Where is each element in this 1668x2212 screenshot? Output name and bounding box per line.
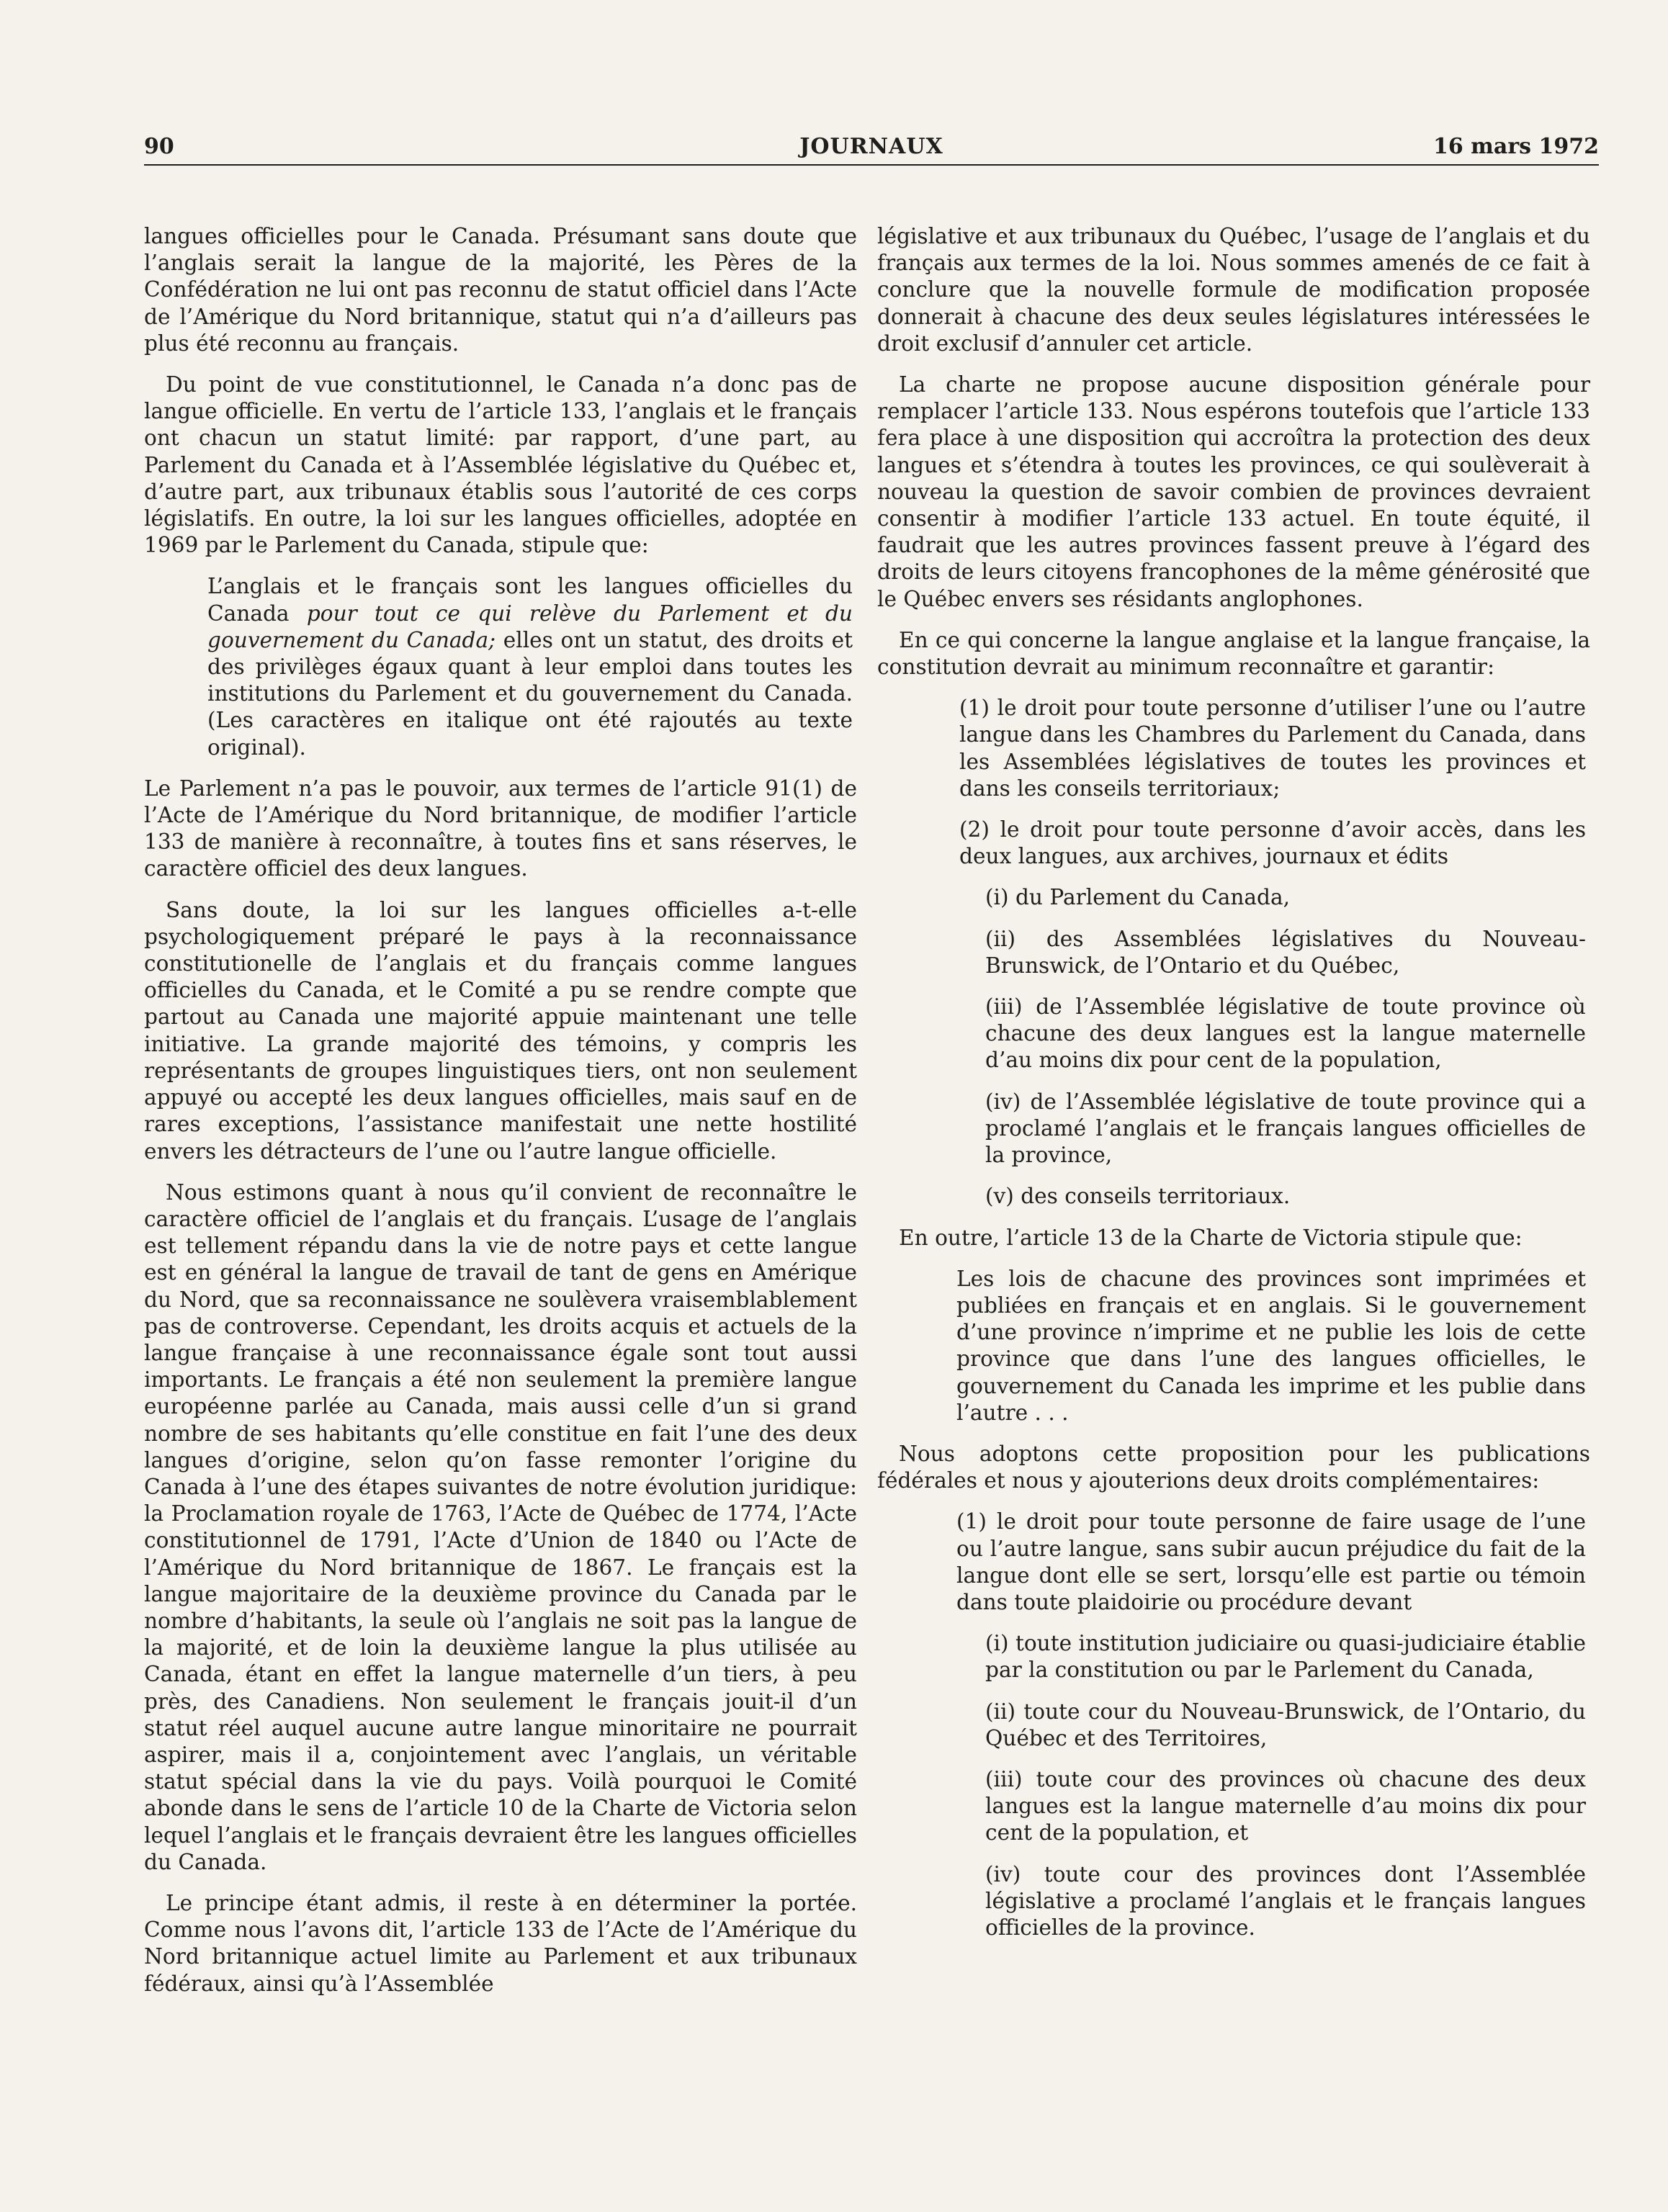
page-date: 16 mars 1972 — [1432, 134, 1599, 159]
paragraph: langues officielles pour le Canada. Présumant sans doute que l’anglais serait la langue de la majorité, les Pères de la Confédération ne lui ont pas reconnu de statut officiel dans l’Acte de l’Amérique du Nord britannique, statut qui n’a d’ailleurs pas plus été reconnu au français. — [144, 224, 857, 356]
quote-text: L’anglais et le français sont les langues officielles du Canada — [207, 574, 853, 626]
block-quote: Les lois de chacune des provinces sont imprimées et publiées en français et en anglais. Si le gouvernement d’une province n’imprime et ne publie les lois de cette province que dans l’une des langues officielles, le gouvernement du Canada les imprime et les publie dans l’autre . . . — [956, 1266, 1586, 1425]
sub-list-item: (ii) des Assemblées législatives du Nouveau-Brunswick, de l’Ontario et du Québec, — [985, 926, 1586, 978]
sub-list-item: (iv) toute cour des provinces dont l’Assemblée législative a proclamé l’anglais et le français langues officielles de la province. — [985, 1861, 1586, 1940]
sub-list-item: (iv) de l’Assemblée législative de toute province qui a proclamé l’anglais et le français langues officielles de la province, — [985, 1089, 1586, 1168]
paragraph: Nous adoptons cette proposition pour les publications fédérales et nous y ajouterions deux droits complémentaires: — [877, 1441, 1590, 1493]
sub-list-item: (ii) toute cour du Nouveau-Brunswick, de l’Ontario, du Québec et des Territoires, — [985, 1699, 1586, 1750]
list-item: (2) le droit pour toute personne d’avoir accès, dans les deux langues, aux archives, journaux et édits — [959, 817, 1586, 869]
page-number: 90 — [144, 134, 174, 159]
paragraph: En ce qui concerne la langue anglaise et la langue française, la constitution devrait au minimum reconnaître et garantir: — [877, 627, 1590, 680]
paragraph: Le Parlement n’a pas le pouvoir, aux termes de l’article 91(1) de l’Acte de l’Amérique du Nord britannique, de modifier l’article 133 de manière à reconnaître, à toutes fins et sans réserves, le caractère officiel des deux langues. — [144, 775, 857, 881]
paragraph: Nous estimons quant à nous qu’il convient de reconnaître le caractère officiel de l’anglais et du français. L’usage de l’anglais est tellement répandu dans la vie de notre pays et cette langue est en général la langue de travail de tant de gens en Amérique du Nord, que sa reconnaissance ne soulèvera vraisemblablement pas de controverse. Cependant, les droits acquis et actuels de la langue française à une reconnaissance égale sont tout aussi importants. Le français a été non seulement la première langue européenne parlée au Canada, mais aussi celle d’un si grand nombre de ses habitants qu’elle constitue en fait l’une des deux langues d’origine, selon qu’on fasse remonter l’origine du Canada à l’une des étapes suivantes de notre évolution juridique: la Proclamation royale de 1763, l’Acte de Québec de 1774, l’Acte constitutionnel de 1791, l’Acte d’Union de 1840 ou l’Acte de l’Amérique du Nord britannique de 1867. Le français est la langue majoritaire de la deuxième province du Canada par le nombre d’habitants, la seule où l’anglais ne soit pas la langue de la majorité, et de loin la deuxième langue la plus utilisée au Canada, étant en effet la langue maternelle d’un tiers, à peu près, des Canadiens. Non seulement le français jouit-il d’un statut réel auquel aucune autre langue minoritaire ne pourrait aspirer, mais il a, conjointement avec l’anglais, un véritable statut spécial dans la vie du pays. Voilà pourquoi le Comité abonde dans le sens de l’article 10 de la Charte de Victoria selon lequel l’anglais et le français devraient être les langues officielles du Canada. — [144, 1179, 857, 1874]
header-rule — [144, 164, 1599, 166]
sub-list-item: (iii) toute cour des provinces où chacune des deux langues est la langue maternelle d’au moins dix pour cent de la population, et — [985, 1766, 1586, 1845]
block-quote — [207, 573, 853, 760]
sub-list-item: (v) des conseils territoriaux. — [985, 1184, 1291, 1209]
right-column — [877, 223, 1590, 1956]
paragraph: En outre, l’article 13 de la Charte de Victoria stipule que: — [899, 1225, 1523, 1250]
sub-list-item: (iii) de l’Assemblée législative de toute province où chacune des deux langues est la langue maternelle d’au moins dix pour cent de la population, — [985, 994, 1586, 1073]
paragraph: législative et aux tribunaux du Québec, l’usage de l’anglais et du français aux termes de la loi. Nous sommes amenés de ce fait à conclure que la nouvelle formule de modification proposée donnerait à chacune des deux seules législatures intéressées le droit exclusif d’annuler cet article. — [877, 224, 1590, 356]
quote-text: elles ont un statut, des droits et des privilèges égaux quant à leur emploi dans toutes les institutions du Parlement et du gouvernement du Canada. (Les caractères en italique ont été rajoutés au texte original). — [207, 627, 853, 760]
left-column — [144, 223, 857, 2012]
paragraph: Du point de vue constitutionnel, le Canada n’a donc pas de langue officielle. En vertu de l’article 133, l’anglais et le français ont chacun un statut limité: par rapport, d’une part, au Parlement du Canada et à l’Assemblée législative du Québec et, d’autre part, aux tribunaux établis sous l’autorité de ces corps législatifs. En outre, la loi sur les langues officielles, adoptée en 1969 par le Parlement du Canada, stipule que: — [144, 372, 857, 558]
list-item: (1) le droit pour toute personne d’utiliser l’une ou l’autre langue dans les Chambres du Parlement du Canada, dans les Assemblées législatives de toutes les provinces et dans les conseils territoriaux; — [959, 696, 1586, 801]
paragraph: Le principe étant admis, il reste à en déterminer la portée. Comme nous l’avons dit, l’article 133 de l’Acte de l’Amérique du Nord britannique actuel limite au Parlement et aux tribunaux fédéraux, ainsi qu’à l’Assemblée — [144, 1890, 857, 1996]
paragraph: La charte ne propose aucune disposition générale pour remplacer l’article 133. Nous espérons toutefois que l’article 133 fera place à une disposition qui accroîtra la protection des deux langues et s’étendra à toutes les provinces, ce qui soulèverait à nouveau la question de savoir combien de provinces devraient consentir à modifier l’article 133 actuel. En toute équité, il faudrait que les autres provinces fassent preuve à l’égard des droits de leurs citoyens francophones de la même générosité que le Québec envers ses résidants anglophones. — [877, 372, 1590, 611]
sub-list-item: (i) du Parlement du Canada, — [985, 885, 1291, 910]
journal-title: JOURNAUX — [799, 134, 943, 159]
quote-italic-text: pour tout ce qui relève du Parlement et du gouvernement du Canada; — [207, 601, 853, 652]
sub-list-item: (i) toute institution judiciaire ou quasi-judiciaire établie par la constitution ou par le Parlement du Canada, — [985, 1631, 1586, 1683]
list-item: (1) le droit pour toute personne de faire usage de l’une ou l’autre langue, sans subir aucun préjudice du fait de la langue dont elle se sert, lorsqu’elle est partie ou témoin dans toute plaidoirie ou procédure devant — [956, 1509, 1586, 1614]
paragraph: Sans doute, la loi sur les langues officielles a-t-elle psychologiquement préparé le pays à la reconnaissance constitutionelle de l’anglais et du français comme langues officielles du Canada, et le Comité a pu se rendre compte que partout au Canada une majorité appuie maintenant une telle initiative. La grande majorité des témoins, y compris les représentants de groupes linguistiques tiers, ont non seulement appuyé ou accepté les deux langues officielles, mais sauf en de rares exceptions, l’assistance manifestait une nette hostilité envers les détracteurs de l’une ou l’autre langue officielle. — [144, 897, 857, 1164]
